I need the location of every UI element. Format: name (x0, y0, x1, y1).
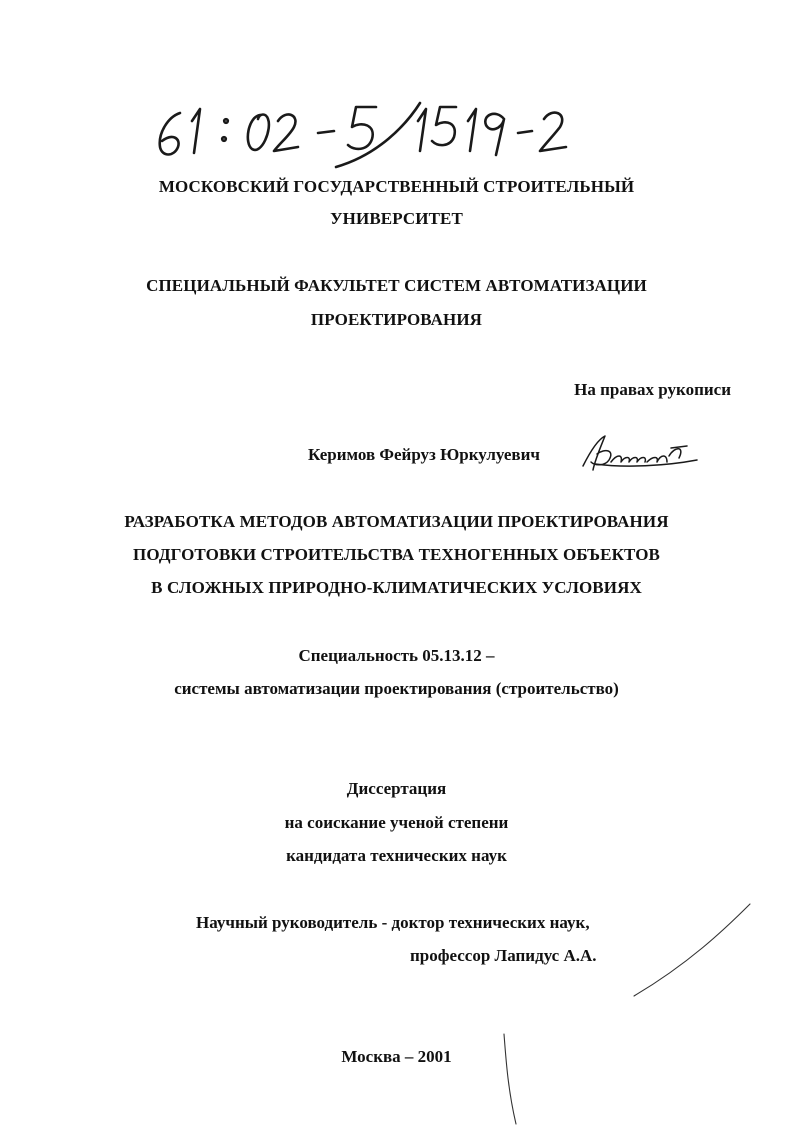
degree-line-2: кандидата технических наук (286, 846, 507, 865)
specialty-description: системы автоматизации проектирования (строительство) (174, 679, 619, 698)
author-name: Керимов Фейруз Юркулуевич (308, 445, 540, 464)
faculty-name-line-2: ПРОЕКТИРОВАНИЯ (310, 310, 483, 329)
supervisor-line-1: Научный руководитель - доктор технических наук, (196, 913, 590, 932)
thesis-title-line-3: В СЛОЖНЫХ ПРИРОДНО-КЛИМАТИЧЕСКИХ УСЛОВИЯХ (151, 578, 642, 597)
university-name-line-2: УНИВЕРСИТЕТ (330, 209, 463, 228)
thesis-title-line-1: РАЗРАБОТКА МЕТОДОВ АВТОМАТИЗАЦИИ ПРОЕКТИРОВАНИЯ (124, 512, 669, 531)
specialty-code: Специальность 05.13.12 – (298, 646, 495, 665)
degree-line-1: на соискание ученой степени (284, 813, 509, 832)
stray-pen-stroke-diagonal (628, 900, 758, 1000)
place-and-year: Москва – 2001 (341, 1047, 452, 1066)
dissertation-label: Диссертация (346, 779, 447, 798)
author-signature (575, 432, 705, 474)
manuscript-rights-note: На правах рукописи (574, 380, 731, 399)
faculty-name-line-1: СПЕЦИАЛЬНЫЙ ФАКУЛЬТЕТ СИСТЕМ АВТОМАТИЗАЦИИ (146, 276, 647, 295)
stray-pen-stroke-vertical (498, 1030, 528, 1130)
university-name-line-1: МОСКОВСКИЙ ГОСУДАРСТВЕННЫЙ СТРОИТЕЛЬНЫЙ (158, 177, 635, 196)
handwritten-archive-code (140, 95, 580, 170)
thesis-title-line-2: ПОДГОТОВКИ СТРОИТЕЛЬСТВА ТЕХНОГЕННЫХ ОБЪЕКТОВ (133, 545, 660, 564)
supervisor-line-2: профессор Лапидус А.А. (410, 946, 597, 965)
